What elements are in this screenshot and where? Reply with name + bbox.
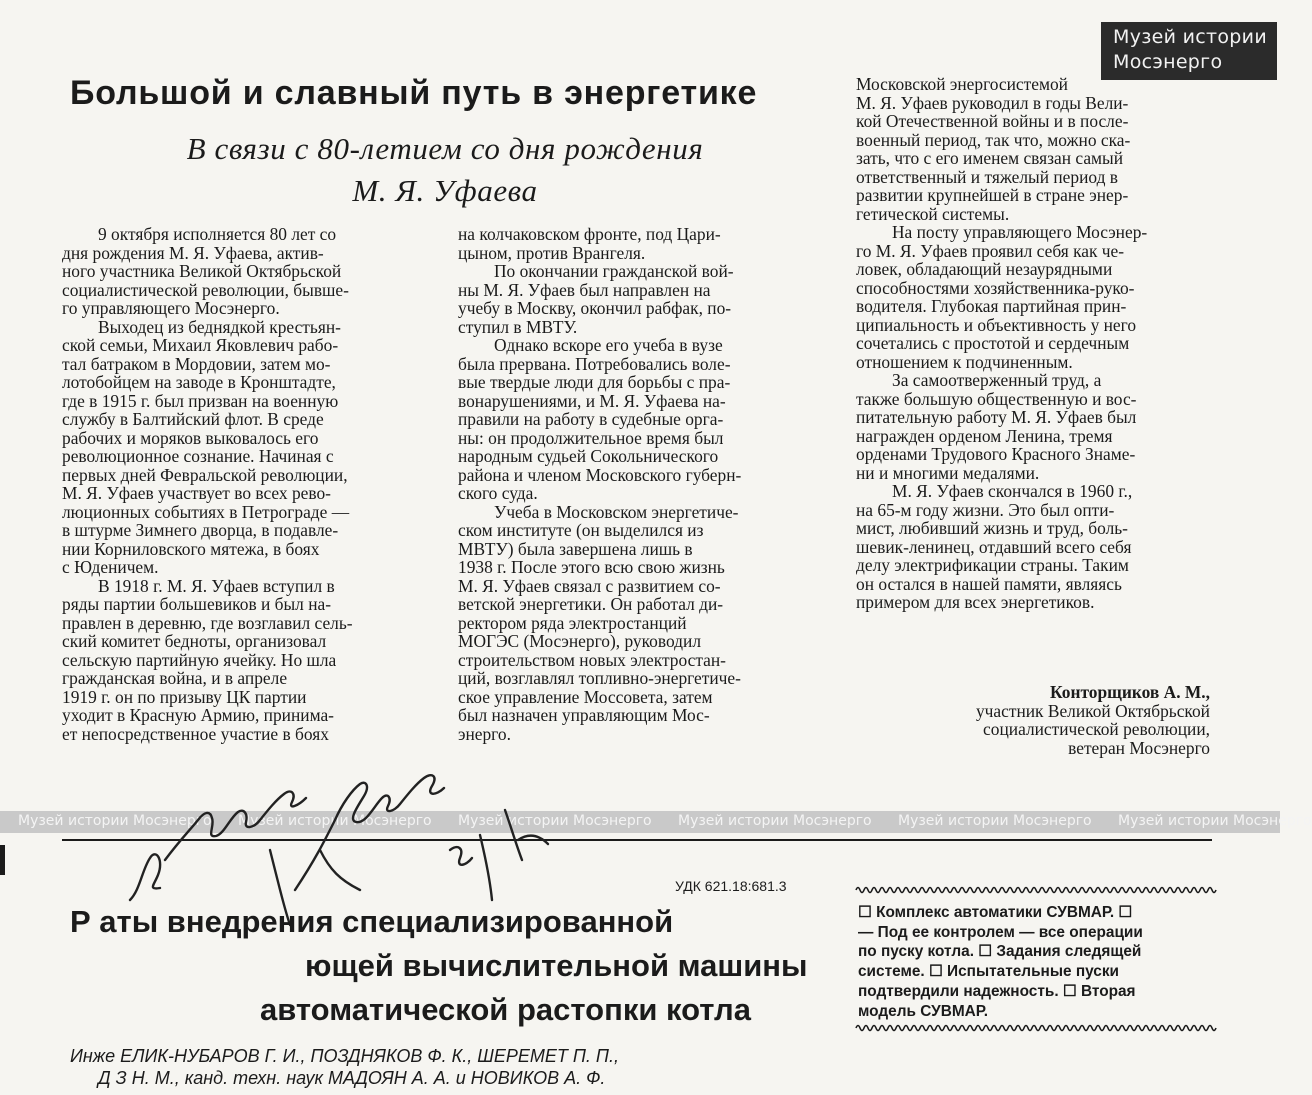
text-line: тал батраком в Мордовии, затем мо- <box>62 353 331 374</box>
text-line: первых дней Февральской революции, <box>62 464 348 485</box>
text-line: вонарушениями, и М. Я. Уфаева на- <box>458 390 726 411</box>
text-line: питательную работу М. Я. Уфаев был <box>856 407 1137 427</box>
text-line: ловек, обладающий незаурядными <box>856 259 1113 279</box>
text-line: в штурме Зимнего дворца, в подавле- <box>62 520 339 540</box>
authors-line-2: Д З Н. М., канд. техн. наук МАДОЯН А. А. и НОВИКОВ А. Ф. <box>98 1068 606 1088</box>
text-line: кой Отечественной войны и в после- <box>856 111 1129 131</box>
text-line: ций, возглавлял топливно-энергетиче- <box>458 668 741 688</box>
text-line: сочетались с простотой и сердечным <box>856 333 1130 353</box>
author-name: Конторщиков А. М., <box>1050 682 1210 702</box>
text-line: водителя. Глубокая партийная прин- <box>856 296 1127 316</box>
text-line: ский комитет бедноты, организовал <box>62 631 327 651</box>
text-line: М. Я. Уфаев участвует во всех рево- <box>62 483 331 503</box>
text-line: Московской энергосистемой <box>856 74 1068 94</box>
text-line: был назначен управляющим Мос- <box>458 705 710 725</box>
text-line: района и членом Московского губерн- <box>458 464 742 485</box>
text-line: М. Я. Уфаев связал с развитием со- <box>458 575 721 596</box>
text-line: ны: он продолжительное время был <box>458 427 724 448</box>
text-line: Выходец из беднядкой крестьян- <box>98 316 341 337</box>
text-line: социалистической революции, бывше- <box>62 279 349 300</box>
text-line: награжден орденом Ленина, тремя <box>856 425 1113 446</box>
wavy-rule-bottom <box>856 1023 1212 1033</box>
text-line: была прервана. Потребовались воле- <box>458 353 731 374</box>
author-role-1: участник Великой Октябрьской <box>975 700 1210 721</box>
text-line: на 65-м году жизни. Это был опти- <box>856 499 1115 520</box>
text-line: ступил в МВТУ. <box>458 316 578 337</box>
text-line: вые твердые люди для борьбы с пра- <box>458 372 731 392</box>
text-line: М. Я. Уфаев руководил в годы Вели- <box>856 92 1129 113</box>
text-line: мист, любивший жизнь и труд, боль- <box>856 518 1128 538</box>
article-title: Большой и славный путь в энергетике <box>70 74 758 112</box>
text-line: правлен в деревню, где возглавил сель- <box>62 612 353 633</box>
text-line: способностями хозяйственника-руко- <box>856 277 1135 298</box>
text-line: военный период, так что, можно ска- <box>856 129 1131 150</box>
text-line: МВТУ) была завершена лишь в <box>458 538 693 559</box>
summary-line: системе. ☐ Испытательные пуски <box>858 963 1120 981</box>
watermark-label: Музей истории Мосэнерго <box>18 813 212 829</box>
summary-line: подтвердили надежность. ☐ Вторая <box>858 982 1136 1000</box>
text-line: строительством новых электростан- <box>458 649 726 670</box>
text-line: дня рождения М. Я. Уфаева, актив- <box>62 242 324 263</box>
wavy-rule-top <box>856 885 1212 895</box>
text-line: ответственный и тяжелый период в <box>856 166 1118 187</box>
author-role-2: социалистической революции, <box>983 719 1210 739</box>
watermark-label: Музей истории Мосэнерго <box>238 813 432 829</box>
watermark-label: Музей истории Мосэнерго <box>678 813 872 829</box>
text-line: также большую общественную и вос- <box>856 388 1137 409</box>
text-line: где в 1915 г. был призван на военную <box>62 390 339 411</box>
text-line: МОГЭС (Мосэнерго), руководил <box>458 631 701 651</box>
author-role-3: ветеран Мосэнерго <box>1068 737 1210 758</box>
article-column-1 <box>62 225 387 743</box>
text-line: отношением к подчиненным. <box>856 351 1073 372</box>
text-line: ет непосредственное участие в боях <box>62 723 329 744</box>
watermark-label: Музей истории Мосэнерго <box>458 813 652 829</box>
second-title-line-3: автоматической растопки котла <box>260 992 751 1027</box>
text-line: ны М. Я. Уфаев был направлен на <box>458 279 711 300</box>
text-line: 1919 г. он по призыву ЦК партии <box>62 686 307 707</box>
text-line: М. Я. Уфаев скончался в 1960 г., <box>892 481 1133 501</box>
text-line: ни и многими медалями. <box>856 462 1040 483</box>
text-line: цыном, против Врангеля. <box>458 242 646 263</box>
text-line: развитии крупнейшей в стране энер- <box>856 185 1129 205</box>
authors-line-1: Инже ЕЛИК-НУБАРОВ Г. И., ПОЗДНЯКОВ Ф. К., ШЕРЕМЕТ П. П., <box>70 1046 619 1066</box>
text-line: ском институте (он выделился из <box>458 520 704 540</box>
summary-line: ☐ Комплекс автоматики СУВМАР. ☐ <box>858 904 1133 921</box>
text-line: ряды партии большевиков и был на- <box>62 594 332 614</box>
article-column-3 <box>856 75 1208 612</box>
summary-text <box>858 903 1210 1021</box>
text-line: ское управление Моссовета, затем <box>458 686 713 707</box>
text-line: ветской энергетики. Он работал ди- <box>458 594 724 614</box>
text-line: примером для всех энергетиков. <box>856 592 1095 612</box>
second-title-line-2: ющей вычислительной машины <box>305 948 808 983</box>
badge-line-1: Музей истории <box>1113 26 1267 48</box>
text-line: шевик-ленинец, отдавший всего себя <box>856 536 1132 557</box>
second-title-line-1: Р аты внедрения специализированной <box>70 904 674 939</box>
text-line: ного участника Великой Октябрьской <box>62 261 342 281</box>
subtitle-line-2: М. Я. Уфаева <box>352 173 538 208</box>
text-line: революционное сознание. Начиная с <box>62 446 334 466</box>
watermark-label: Музей истории Мосэнерго <box>1118 813 1312 829</box>
text-line: ского суда. <box>458 483 538 503</box>
text-line: 1938 г. После этого всю свою жизнь <box>458 557 725 577</box>
summary-line: по пуску котла. ☐ Задания следящей <box>858 943 1142 961</box>
text-line: лотобойцем на заводе в Кронштадте, <box>62 372 336 392</box>
text-line: уходит в Красную Армию, принима- <box>62 705 334 725</box>
text-line: нии Корниловского мятежа, в боях <box>62 538 320 559</box>
udc-code: УДК 621.18:681.3 <box>675 878 787 894</box>
text-line: На посту управляющего Мосэнер- <box>892 222 1148 242</box>
text-line: ректором ряда электростанций <box>458 612 687 633</box>
text-line: Учеба в Московском энергетиче- <box>494 501 739 522</box>
second-article-authors <box>70 1045 810 1089</box>
museum-logo-badge <box>1101 22 1277 80</box>
text-line: на колчаковском фронте, под Цари- <box>458 224 721 244</box>
text-line: учебу в Москву, окончил рабфак, по- <box>458 298 732 318</box>
text-line: службу в Балтийский флот. В среде <box>62 409 324 429</box>
text-line: 9 октября исполняется 80 лет со <box>98 224 337 244</box>
text-line: По окончании гражданской вой- <box>494 261 734 281</box>
subtitle-line-1: В связи с 80-летием со дня рождения <box>186 131 704 166</box>
text-line: Однако вскоре его учеба в вузе <box>494 335 723 355</box>
text-line: зать, что с его именем связан самый <box>856 148 1124 168</box>
text-line: гражданская война, и в апреле <box>62 668 288 688</box>
article-column-2 <box>458 225 810 743</box>
text-line: го М. Я. Уфаев проявил себя как че- <box>856 240 1125 261</box>
summary-line: модель СУВМАР. <box>858 1002 988 1020</box>
summary-line: — Под ее контролем — все операции <box>858 923 1143 941</box>
text-line: правили на работу в судебные орга- <box>458 409 724 429</box>
watermark-label: Музей истории Мосэнерго <box>898 813 1092 829</box>
text-line: делу электрификации страны. Таким <box>856 555 1129 575</box>
edge-mark <box>0 845 5 875</box>
text-line: ской семьи, Михаил Яковлевич рабо- <box>62 335 339 355</box>
text-line: рабочих и моряков выковалось его <box>62 427 319 448</box>
text-line: гетической системы. <box>856 203 1010 224</box>
text-line: ципиальность и объективность у него <box>856 314 1137 335</box>
text-line: с Юденичем. <box>62 557 159 577</box>
badge-line-2: Мосэнерго <box>1113 51 1223 73</box>
text-line: В 1918 г. М. Я. Уфаев вступил в <box>98 575 335 596</box>
text-line: орденами Трудового Красного Знаме- <box>856 444 1136 464</box>
article-subtitle <box>140 128 750 212</box>
text-line: За самоотверженный труд, а <box>892 370 1102 390</box>
text-line: народным судьей Сокольнического <box>458 446 719 466</box>
text-line: сельскую партийную ячейку. Но шла <box>62 649 337 670</box>
text-line: энерго. <box>458 723 511 744</box>
text-line: люционных событиях в Петрограде — <box>62 501 350 522</box>
text-line: го управляющего Мосэнерго. <box>62 298 280 318</box>
second-article-title <box>70 900 808 1032</box>
article-author <box>900 683 1210 757</box>
summary-box <box>856 885 1212 1035</box>
text-line: он остался в нашей памяти, являясь <box>856 573 1122 594</box>
